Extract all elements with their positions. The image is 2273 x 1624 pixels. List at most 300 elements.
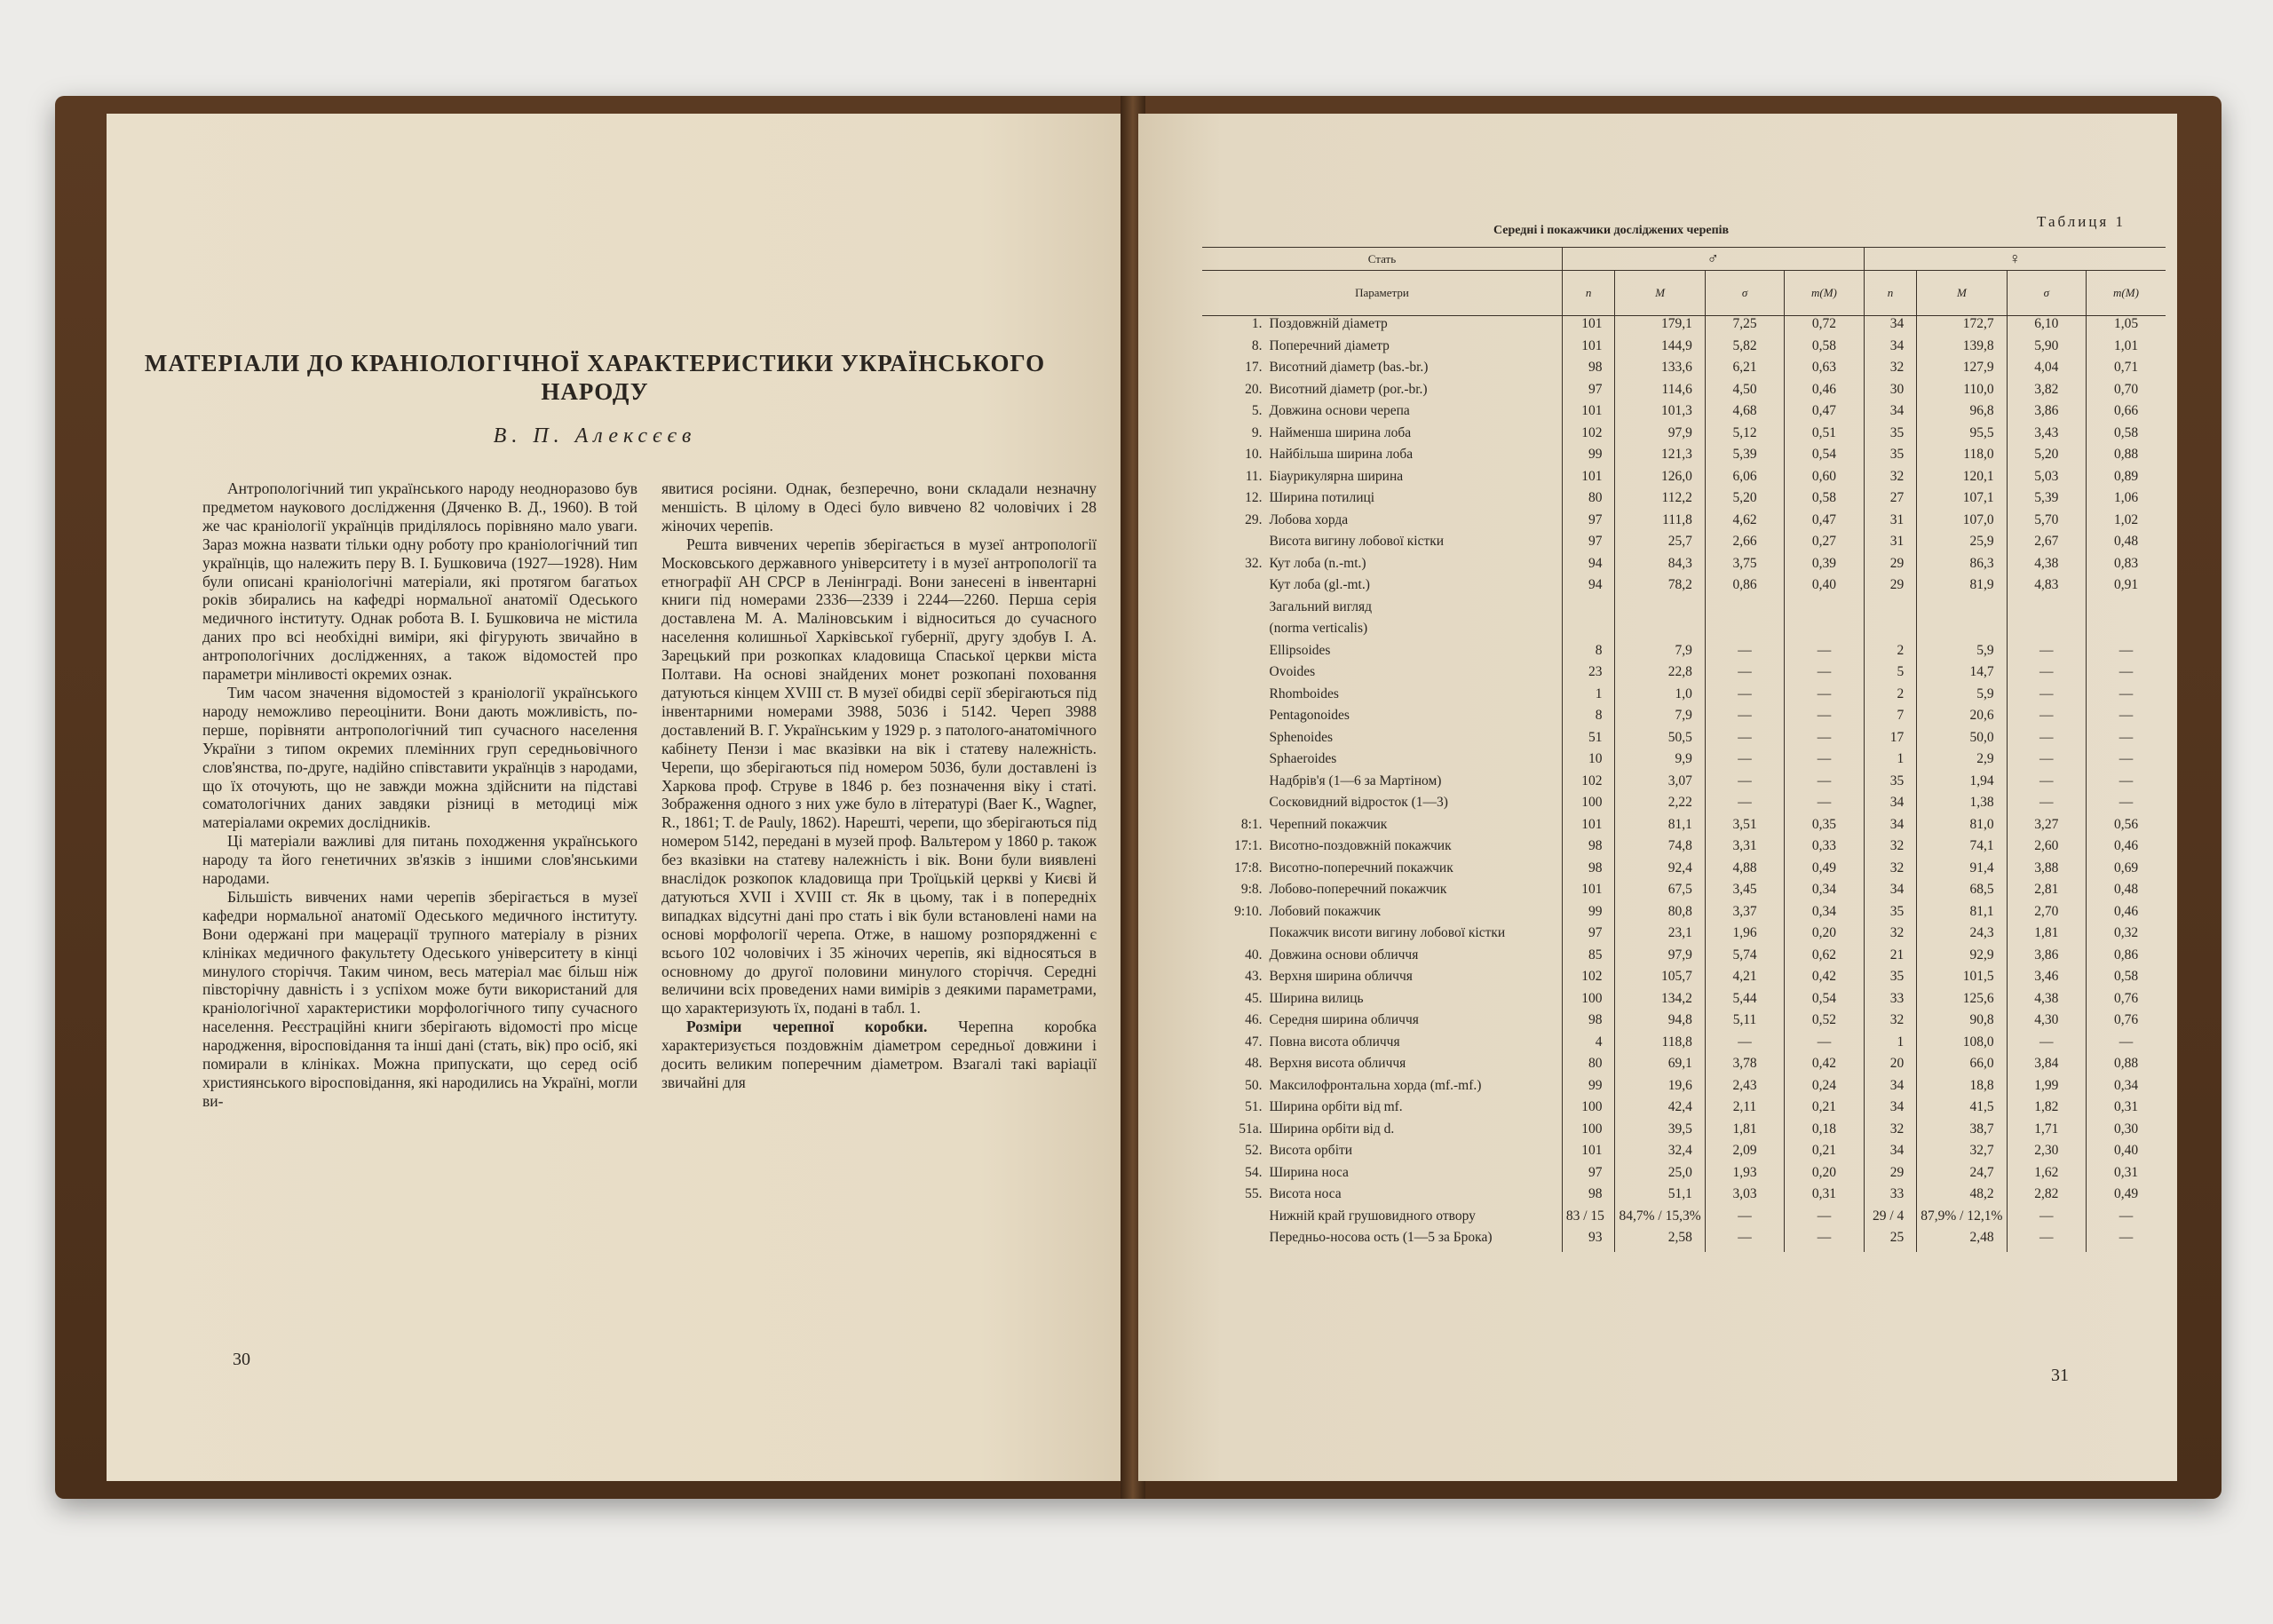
cell-value: 0,51 [1785, 425, 1864, 448]
cell-value: 29 [1864, 1165, 1917, 1187]
cell-value: 134,2 [1615, 991, 1705, 1013]
row-number: 12. [1245, 490, 1263, 505]
table-body [1202, 316, 2166, 1252]
cell-value: 0,71 [2087, 360, 2166, 382]
table-row [1202, 1121, 2166, 1144]
cell-value: 4,38 [2007, 556, 2086, 578]
table-row [1202, 1056, 2166, 1078]
row-parameter: Ширина потилиці [1269, 490, 1375, 505]
row-number [1202, 708, 1266, 730]
row-parameter: Найбільша ширина лоба [1269, 447, 1414, 462]
cell-value: — [1785, 773, 1864, 796]
cell-value: 108,0 [1917, 1034, 2007, 1057]
cell-value: 74,1 [1917, 838, 2007, 860]
cell-value: 0,49 [2087, 1186, 2166, 1208]
row-number: 20. [1245, 381, 1263, 397]
cell-value: 4,68 [1705, 403, 1784, 425]
cell-value: 0,42 [1785, 1056, 1864, 1078]
cell-value: 5 [1864, 664, 1917, 686]
cell-value: — [1705, 1230, 1784, 1252]
cell-value: 35 [1864, 904, 1917, 926]
row-number [1202, 664, 1266, 686]
row-parameter: Висота носа [1269, 1186, 1342, 1201]
row-number: 10. [1245, 447, 1263, 462]
cell-value: 0,76 [2087, 991, 2166, 1013]
cell-value: 3,86 [2007, 947, 2086, 970]
cell-value: 1,38 [1917, 795, 2007, 817]
cell-value: — [1785, 1208, 1864, 1231]
row-number: 9:8. [1240, 882, 1263, 897]
cell-value: 1,71 [2007, 1121, 2086, 1144]
row-parameter: Висотно-поперечний покажчик [1269, 860, 1453, 875]
cell-value: — [2007, 686, 2086, 709]
table-row [1202, 599, 2166, 622]
table-row [1202, 1143, 2166, 1165]
cell-value: 101 [1562, 403, 1615, 425]
cell-value: — [1785, 708, 1864, 730]
cell-value [2087, 621, 2166, 643]
cell-value: 51 [1562, 730, 1615, 752]
cell-value: 0,40 [2087, 1143, 2166, 1165]
cell-value: — [2087, 730, 2166, 752]
cell-value: 5,39 [1705, 447, 1784, 469]
cell-value: 25,9 [1917, 534, 2007, 556]
cell-value: 5,11 [1705, 1012, 1784, 1034]
cell-value: 0,88 [2087, 447, 2166, 469]
cell-value [1705, 621, 1784, 643]
paragraph: Ці матеріали важливі для питань походження українського народу та його генетичних зв'язків з іншими слов'янськими народами. [202, 832, 638, 888]
cell-value: 20 [1864, 1056, 1917, 1078]
cell-value: 86,3 [1917, 556, 2007, 578]
cell-value: 50,5 [1615, 730, 1705, 752]
cell-value [1917, 599, 2007, 622]
cell-value: 9,9 [1615, 751, 1705, 773]
cell-value: 96,8 [1917, 403, 2007, 425]
cell-value: 24,7 [1917, 1165, 2007, 1187]
cell-value: 111,8 [1615, 512, 1705, 535]
row-parameter: Висота орбіти [1269, 1143, 1353, 1158]
cell-value: 21 [1864, 947, 1917, 970]
cell-value: 31 [1864, 512, 1917, 535]
cell-value: — [2007, 708, 2086, 730]
cell-value: 2,67 [2007, 534, 2086, 556]
cell-value: — [1705, 643, 1784, 665]
row-number: 17:1. [1234, 838, 1263, 853]
header-col: n [1562, 271, 1615, 316]
table-row [1202, 925, 2166, 947]
row-parameter: Висота вигину лобової кістки [1269, 534, 1445, 549]
cell-value: 120,1 [1917, 469, 2007, 491]
cell-value: 102 [1562, 969, 1615, 991]
row-number: 52. [1245, 1143, 1263, 1158]
data-table [1202, 247, 2166, 1252]
cell-value: 81,0 [1917, 817, 2007, 839]
cell-value: 35 [1864, 447, 1917, 469]
cell-value: — [1705, 795, 1784, 817]
cell-value: — [1785, 643, 1864, 665]
text-column-2 [661, 479, 1097, 1092]
row-number: 17:8. [1234, 860, 1263, 875]
cell-value: 3,51 [1705, 817, 1784, 839]
header-params: Параметри [1202, 271, 1562, 316]
cell-value: 133,6 [1615, 360, 1705, 382]
cell-value: 101 [1562, 817, 1615, 839]
cell-value: 2,60 [2007, 838, 2086, 860]
cell-value: 1,62 [2007, 1165, 2086, 1187]
cell-value: 0,46 [2087, 838, 2166, 860]
cell-value: 32 [1864, 925, 1917, 947]
cell-value: 34 [1864, 403, 1917, 425]
cell-value: — [2007, 795, 2086, 817]
cell-value: — [1785, 664, 1864, 686]
cell-value [1785, 621, 1864, 643]
cell-value: 3,86 [2007, 403, 2086, 425]
row-parameter: Верхня ширина обличчя [1269, 969, 1413, 984]
table-row [1202, 643, 2166, 665]
cell-value: 5,20 [1705, 490, 1784, 512]
cell-value: 0,86 [1705, 577, 1784, 599]
cell-value: 34 [1864, 817, 1917, 839]
cell-value: — [1785, 1034, 1864, 1057]
table-row [1202, 403, 2166, 425]
cell-value: 2 [1864, 686, 1917, 709]
row-parameter: Повна висота обличчя [1269, 1034, 1400, 1050]
cell-value: 97 [1562, 1165, 1615, 1187]
cell-value [1705, 599, 1784, 622]
cell-value: 118,0 [1917, 447, 2007, 469]
table-label: Таблиця 1 [2037, 213, 2126, 230]
row-parameter: Нижній край грушовидного отвору [1269, 1208, 1476, 1224]
cell-value: 32 [1864, 1012, 1917, 1034]
cell-value: 6,06 [1705, 469, 1784, 491]
row-number [1202, 643, 1266, 665]
paragraph: Тим часом значення відомостей з краніології українського народу неможливо переоцінити. Вони дають можливість, по-перше, порівняти антропологічний тип сучасного населення України з типом окремих племінних груп середньовічного слов'янства, по-друге, надійно співставити українців з народами, що їх оточують, що не завжди можна здійснити на підставі соматологічних даних завдяки різниці в методиці між матеріалами окремих дослідників. [202, 683, 638, 832]
cell-value: 5,74 [1705, 947, 1784, 970]
cell-value: 101,3 [1615, 403, 1705, 425]
cell-value: 87,9% / 12,1% [1917, 1208, 2007, 1231]
row-number: 8. [1251, 337, 1263, 353]
row-number: 17. [1245, 360, 1263, 375]
row-number [1202, 925, 1266, 947]
cell-value: 4,83 [2007, 577, 2086, 599]
row-parameter: Sphaeroides [1269, 751, 1337, 766]
cell-value: 100 [1562, 1099, 1615, 1121]
row-number [1202, 751, 1266, 773]
table-row [1202, 1078, 2166, 1100]
page-number: 30 [233, 1350, 250, 1369]
table-row [1202, 882, 2166, 904]
cell-value: 80 [1562, 1056, 1615, 1078]
cell-value: 0,54 [1785, 991, 1864, 1013]
row-number [1202, 599, 1266, 622]
cell-value: 2,58 [1615, 1230, 1705, 1252]
cell-value: 0,39 [1785, 556, 1864, 578]
cell-value: — [1705, 686, 1784, 709]
cell-value: 4,88 [1705, 860, 1784, 883]
table-row [1202, 686, 2166, 709]
cell-value: — [1705, 1208, 1784, 1231]
cell-value: 105,7 [1615, 969, 1705, 991]
row-parameter: Найменша ширина лоба [1269, 424, 1412, 440]
cell-value: 0,76 [2087, 1012, 2166, 1034]
header-col: m(M) [1785, 271, 1864, 316]
cell-value: 5,9 [1917, 643, 2007, 665]
cell-value: — [2087, 664, 2166, 686]
cell-value: 112,2 [1615, 490, 1705, 512]
cell-value: 0,69 [2087, 860, 2166, 883]
cell-value: 0,58 [1785, 490, 1864, 512]
cell-value: — [2007, 1230, 2086, 1252]
table-row [1202, 447, 2166, 469]
cell-value: 0,72 [1785, 316, 1864, 338]
cell-value: 81,1 [1615, 817, 1705, 839]
cell-value: — [2087, 1034, 2166, 1057]
cell-value: 5,90 [2007, 338, 2086, 360]
cell-value: 1,93 [1705, 1165, 1784, 1187]
cell-value: 83 / 15 [1562, 1208, 1615, 1231]
cell-value: 0,48 [2087, 534, 2166, 556]
cell-value: 90,8 [1917, 1012, 2007, 1034]
header-col: n [1864, 271, 1917, 316]
cell-value: 2 [1864, 643, 1917, 665]
cell-value: 101 [1562, 1143, 1615, 1165]
cell-value: 69,1 [1615, 1056, 1705, 1078]
cell-value: 3,84 [2007, 1056, 2086, 1078]
cell-value: 80,8 [1615, 904, 1705, 926]
row-parameter: Ovoides [1269, 664, 1316, 679]
cell-value: 102 [1562, 773, 1615, 796]
table-row [1202, 621, 2166, 643]
cell-value: 1,99 [2007, 1078, 2086, 1100]
cell-value: 2,43 [1705, 1078, 1784, 1100]
row-number: 40. [1245, 947, 1263, 963]
row-number: 9. [1251, 424, 1263, 440]
cell-value: 94,8 [1615, 1012, 1705, 1034]
cell-value: 5,9 [1917, 686, 2007, 709]
cell-value: 125,6 [1917, 991, 2007, 1013]
article-author: В. П. Алексєєв [493, 424, 697, 448]
cell-value: — [1705, 708, 1784, 730]
cell-value: 42,4 [1615, 1099, 1705, 1121]
cell-value: 110,0 [1917, 382, 2007, 404]
cell-value: 94 [1562, 556, 1615, 578]
cell-value: 114,6 [1615, 382, 1705, 404]
row-number: 55. [1245, 1186, 1263, 1201]
table-row [1202, 1034, 2166, 1057]
row-parameter: Кут лоба (gl.-mt.) [1269, 577, 1370, 592]
cell-value: 34 [1864, 795, 1917, 817]
row-parameter: Лобово-поперечний покажчик [1269, 882, 1447, 897]
cell-value: 68,5 [1917, 882, 2007, 904]
row-parameter: Ellipsoides [1269, 642, 1331, 658]
table-row [1202, 1165, 2166, 1187]
cell-value: 0,47 [1785, 512, 1864, 535]
cell-value: 0,52 [1785, 1012, 1864, 1034]
cell-value: 1 [1864, 1034, 1917, 1057]
cell-value: — [2087, 1208, 2166, 1231]
cell-value: 92,9 [1917, 947, 2007, 970]
cell-value: 3,07 [1615, 773, 1705, 796]
cell-value: 5,39 [2007, 490, 2086, 512]
row-parameter: Rhomboides [1269, 685, 1339, 701]
table-caption: Середні і покажчики досліджених черепів [1493, 224, 1730, 237]
cell-value [2007, 621, 2086, 643]
cell-value: — [2007, 1034, 2086, 1057]
row-number [1202, 577, 1266, 599]
cell-value: — [1705, 664, 1784, 686]
cell-value: 4,04 [2007, 360, 2086, 382]
cell-value: 94 [1562, 577, 1615, 599]
row-number: 43. [1245, 969, 1263, 984]
cell-value: — [2087, 795, 2166, 817]
cell-value: — [2087, 751, 2166, 773]
cell-value: 2,81 [2007, 882, 2086, 904]
cell-value: 1,96 [1705, 925, 1784, 947]
cell-value: 0,20 [1785, 1165, 1864, 1187]
cell-value: 100 [1562, 795, 1615, 817]
cell-value: 4,21 [1705, 969, 1784, 991]
table-row [1202, 1099, 2166, 1121]
cell-value: 2,30 [2007, 1143, 2086, 1165]
table-row [1202, 577, 2166, 599]
cell-value: 0,31 [1785, 1186, 1864, 1208]
cell-value: 34 [1864, 338, 1917, 360]
cell-value: 41,5 [1917, 1099, 2007, 1121]
cell-value: 0,60 [1785, 469, 1864, 491]
row-parameter: (norma verticalis) [1269, 621, 1368, 636]
cell-value: 84,3 [1615, 556, 1705, 578]
cell-value: 2,66 [1705, 534, 1784, 556]
cell-value: 3,27 [2007, 817, 2086, 839]
row-parameter: Ширина орбіти від mf. [1269, 1099, 1403, 1114]
cell-value: 1,81 [1705, 1121, 1784, 1144]
table-row [1202, 556, 2166, 578]
cell-value: 3,46 [2007, 969, 2086, 991]
row-parameter: Покажчик висоти вигину лобової кістки [1269, 925, 1506, 940]
row-parameter: Sphenoides [1269, 729, 1333, 745]
cell-value [1562, 599, 1615, 622]
cell-value: 81,1 [1917, 904, 2007, 926]
cell-value: 32 [1864, 469, 1917, 491]
table-row [1202, 425, 2166, 448]
cell-value: 0,54 [1785, 447, 1864, 469]
cell-value: 107,0 [1917, 512, 2007, 535]
cell-value: 98 [1562, 838, 1615, 860]
cell-value: 99 [1562, 1078, 1615, 1100]
cell-value: 92,4 [1615, 860, 1705, 883]
cell-value: 32 [1864, 360, 1917, 382]
cell-value: — [2087, 1230, 2166, 1252]
row-parameter: Поздовжній діаметр [1269, 316, 1388, 331]
cell-value: 99 [1562, 904, 1615, 926]
table-row [1202, 316, 2166, 338]
cell-value: 107,1 [1917, 490, 2007, 512]
cell-value: — [1785, 730, 1864, 752]
table-row [1202, 730, 2166, 752]
cell-value: 5,70 [2007, 512, 2086, 535]
cell-value: 97 [1562, 534, 1615, 556]
cell-value: 1,01 [2087, 338, 2166, 360]
row-number: 54. [1245, 1164, 1263, 1180]
row-number: 50. [1245, 1077, 1263, 1093]
cell-value: 0,91 [2087, 577, 2166, 599]
cell-value: 0,34 [1785, 882, 1864, 904]
header-col: M [1917, 271, 2007, 316]
cell-value: 25 [1864, 1230, 1917, 1252]
cell-value: 1,94 [1917, 773, 2007, 796]
cell-value: 25,0 [1615, 1165, 1705, 1187]
cell-value: 0,18 [1785, 1121, 1864, 1144]
cell-value: 0,31 [2087, 1099, 2166, 1121]
paragraph [661, 1018, 1097, 1092]
table-row [1202, 795, 2166, 817]
cell-value: 4,62 [1705, 512, 1784, 535]
cell-value: 7,9 [1615, 643, 1705, 665]
cell-value [1562, 621, 1615, 643]
cell-value: 7 [1864, 708, 1917, 730]
cell-value: — [2007, 1208, 2086, 1231]
cell-value: 3,78 [1705, 1056, 1784, 1078]
row-number: 5. [1251, 403, 1263, 418]
cell-value: 97,9 [1615, 425, 1705, 448]
cell-value: 6,10 [2007, 316, 2086, 338]
row-parameter: Черепний покажчик [1269, 816, 1388, 832]
cell-value: 127,9 [1917, 360, 2007, 382]
row-parameter: Загальний вигляд [1269, 598, 1373, 614]
header-female: ♀ [1864, 248, 2166, 271]
cell-value: 100 [1562, 991, 1615, 1013]
cell-value: 34 [1864, 1099, 1917, 1121]
cell-value: 1,82 [2007, 1099, 2086, 1121]
table-row [1202, 751, 2166, 773]
cell-value: 3,37 [1705, 904, 1784, 926]
cell-value: 78,2 [1615, 577, 1705, 599]
cell-value: 51,1 [1615, 1186, 1705, 1208]
cell-value: 0,62 [1785, 947, 1864, 970]
cell-value: 5,44 [1705, 991, 1784, 1013]
header-col: M [1615, 271, 1705, 316]
cell-value [1864, 599, 1917, 622]
cell-value: 101 [1562, 338, 1615, 360]
cell-value: 0,56 [2087, 817, 2166, 839]
table-row [1202, 991, 2166, 1013]
row-parameter: Лобовий покажчик [1269, 903, 1381, 919]
cell-value: 101,5 [1917, 969, 2007, 991]
row-number [1202, 730, 1266, 752]
cell-value: — [2007, 730, 2086, 752]
table-row [1202, 947, 2166, 970]
cell-value [1864, 621, 1917, 643]
cell-value: 2,48 [1917, 1230, 2007, 1252]
cell-value: 6,21 [1705, 360, 1784, 382]
cell-value: 100 [1562, 1121, 1615, 1144]
cell-value: 97 [1562, 925, 1615, 947]
cell-value: 2,70 [2007, 904, 2086, 926]
table-row [1202, 1186, 2166, 1208]
table-row [1202, 382, 2166, 404]
cell-value: 7,25 [1705, 316, 1784, 338]
row-parameter: Передньо-носова ость (1—5 за Брока) [1269, 1230, 1493, 1245]
cell-value: 0,34 [2087, 1078, 2166, 1100]
cell-value: — [2087, 773, 2166, 796]
row-parameter: Максилофронтальна хорда (mf.-mf.) [1269, 1077, 1482, 1093]
row-parameter: Висотний діаметр (por.-br.) [1269, 381, 1428, 397]
cell-value: 144,9 [1615, 338, 1705, 360]
row-parameter: Сосковидний відросток (1—3) [1269, 795, 1448, 810]
table-row [1202, 1230, 2166, 1252]
cell-value: — [2087, 708, 2166, 730]
cell-value: 139,8 [1917, 338, 2007, 360]
